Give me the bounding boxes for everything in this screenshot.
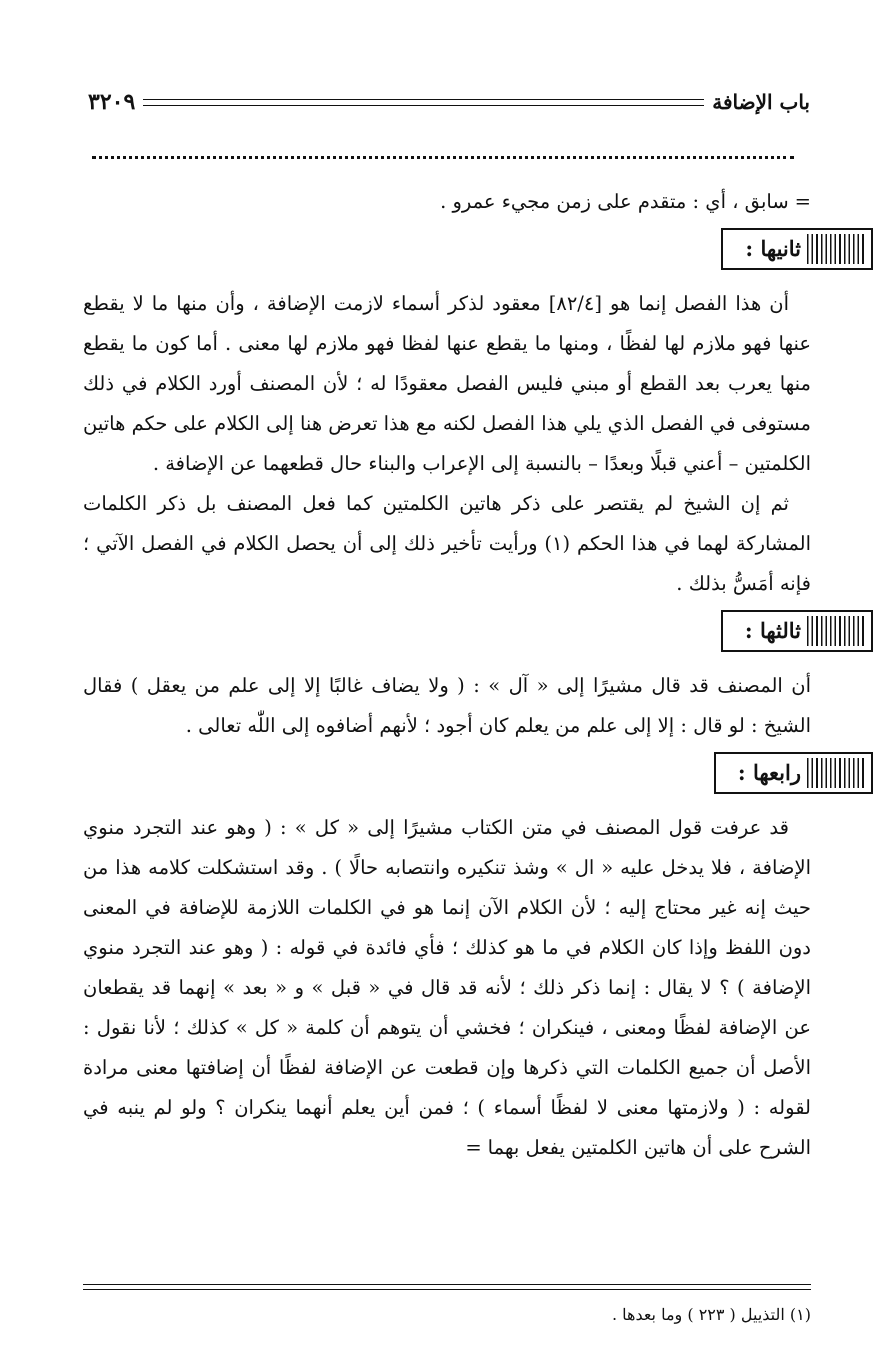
- heading-box: [714, 752, 873, 794]
- section-heading-second: [83, 226, 811, 272]
- page-header: [88, 82, 810, 122]
- footnote-rule: [83, 1284, 811, 1290]
- continuation-text: سابق ، أي : متقدم على زمن مجيء عمرو .: [440, 190, 789, 213]
- heading-label: رابعها :: [737, 760, 801, 785]
- heading-label: ثالثها :: [744, 618, 801, 643]
- heading-label: ثانيها :: [745, 236, 801, 261]
- page-number: ٣٢٠٩: [88, 89, 136, 115]
- heading-hatch-ornament: [807, 616, 865, 646]
- paragraph-text: قد عرفت قول المصنف في متن الكتاب مشيرًا إلى « كل » : ( وهو عند التجرد منوي الإضافة ، فلا يدخل عليه « ال » وشذ تنكيره وانتصابه حالًا ) . وقد استشكلت كلامه هذا من حيث إنه غير محتاج إليه ؛ لأن الكلام الآن إنما هو في الكلمات اللازمة للإضافة في المعنى دون اللفظ وإذا كان الكلام في ما هو كذلك ؛ فأي فائدة في قوله : ( وهو عند التجرد منوي الإضافة ) ؟ لا يقال : إنما ذكر ذلك ؛ لأنه قد قال في « قبل » و « بعد » إنهما قد يقطعان عن الإضافة لفظًا ومعنى ، فينكران ؛ فخشي أن يتوهم أن كلمة « كل » كذلك ؛ لأنا نقول : الأصل أن جميع الكلمات التي ذكرها وإن قطعت عن الإضافة لفظًا أن إضافتها معنى مرادة لقوله : ( ولازمتها معنى لا لفظًا أسماء ) ؛ فمن أين يعلم أنهما ينكران ؟ ولو لم ينبه في الشرح على أن هاتين الكلمتين يفعل بهما: [83, 816, 811, 1159]
- continuation-line: [83, 182, 811, 222]
- continuation-mark: =: [465, 1136, 482, 1159]
- dotted-separator: [92, 156, 794, 159]
- paragraph: أن المصنف قد قال مشيرًا إلى « آل » : ( ولا يضاف غالبًا إلا إلى علم من يعقل ) فقال الشيخ : لو قال : إلا إلى علم من يعلم كان أجود ؛ لأنهم أضافوه إلى اللّٰه تعالى .: [83, 674, 811, 737]
- section-heading-fourth: [83, 750, 811, 796]
- running-title: باب الإضافة: [712, 90, 810, 114]
- section-heading-third: [83, 608, 811, 654]
- paragraph: [83, 808, 811, 1168]
- header-rule: [143, 99, 704, 106]
- heading-box: [721, 228, 873, 270]
- footnote: (١) التذييل ( ٢٢٣ ) وما بعدها .: [611, 1305, 811, 1324]
- heading-hatch-ornament: [807, 234, 865, 264]
- paragraph: أن هذا الفصل إنما هو [٨٢/٤] معقود لذكر أسماء لازمت الإضافة ، وأن منها ما لا يقطع عنها فهو ملازم لها لفظًا ، ومنها ما يقطع عنها لفظا فهو ملازم لها معنى . أما كون ما يقطع منها يعرب بعد القطع أو مبني فليس الفصل معقودًا له ؛ لأن المصنف أورد الكلام في ذلك مستوفى في الفصل الذي يلي هذا الفصل لكنه مع هذا تعرض هنا إلى الكلام على حكم هاتين الكلمتين – أعني قبلًا وبعدًا – بالنسبة إلى الإعراب والبناء حال قطعهما عن الإضافة .: [83, 292, 811, 475]
- paragraph: ثم إن الشيخ لم يقتصر على ذكر هاتين الكلمتين كما فعل المصنف بل ذكر الكلمات المشاركة لهما في هذا الحكم (١) ورأيت تأخير ذلك إلى أن يحصل الكلام في الفصل الآتي ؛ فإنه أمَسُّ بذلك .: [83, 492, 811, 595]
- continuation-mark: =: [794, 190, 811, 213]
- heading-hatch-ornament: [807, 758, 865, 788]
- heading-box: [721, 610, 873, 652]
- body-text: [83, 182, 811, 1168]
